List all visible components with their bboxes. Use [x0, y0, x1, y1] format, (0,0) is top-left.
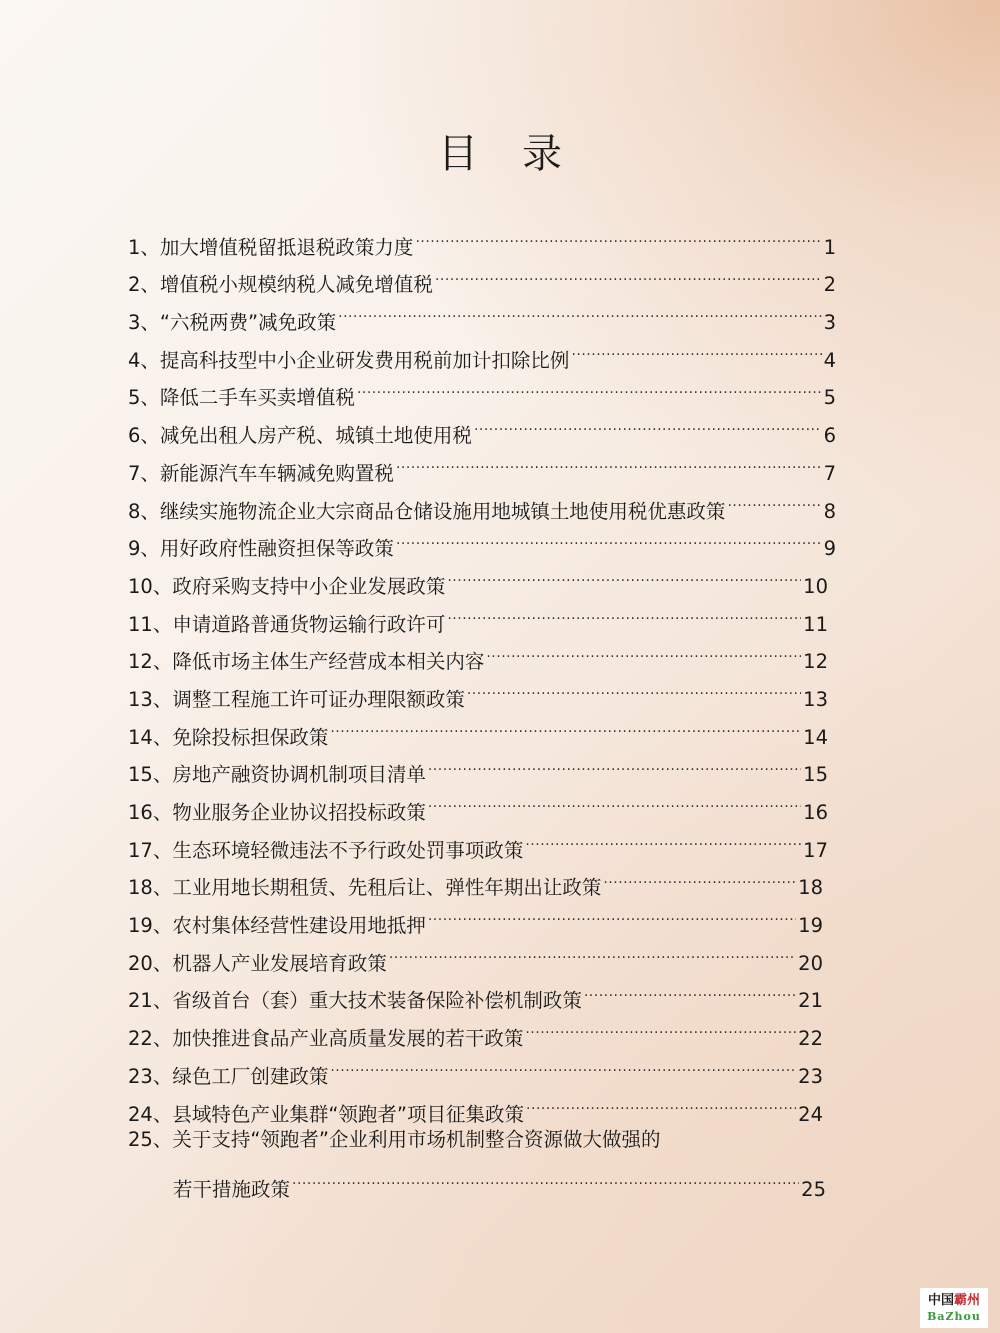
table-of-contents	[128, 216, 836, 1201]
toc-entry-title: 降低市场主体生产经营成本相关内容	[172, 650, 485, 674]
toc-entry-number: 4、	[128, 348, 160, 372]
toc-entry-page-number: 14	[803, 725, 828, 749]
toc-dot-leader	[486, 631, 801, 669]
toc-entry-number: 25、	[128, 1127, 173, 1151]
toc-entry-number: 12、	[128, 650, 173, 674]
toc-entry-number: 22、	[128, 1027, 173, 1051]
toc-entry-number: 9、	[128, 537, 160, 561]
toc-entry-title: 降低二手车买卖增值税	[159, 386, 355, 410]
toc-entry-number: 21、	[128, 989, 173, 1013]
toc-entry-page-number: 12	[803, 650, 828, 674]
toc-entry-title: 免除投标担保政策	[172, 725, 329, 749]
logo-text-cn-1: 中国	[927, 1293, 954, 1308]
toc-entry-title: 新能源汽车车辆减免购置税	[159, 461, 394, 485]
bazhou-logo	[920, 1288, 988, 1328]
toc-entry-title: 县域特色产业集群“领跑者”项目征集政策	[172, 1102, 525, 1126]
toc-entry-page-number: 1	[823, 235, 836, 259]
toc-dot-leader	[526, 1083, 796, 1121]
toc-entry-page-number: 24	[798, 1102, 823, 1126]
toc-entry-number: 7、	[128, 461, 160, 485]
toc-dot-leader	[389, 932, 796, 970]
toc-entry-title: 调整工程施工许可证办理限额政策	[172, 687, 465, 711]
toc-entry-title: 减免出租人房产税、城镇土地使用税	[159, 424, 472, 448]
toc-entry-title: 政府采购支持中小企业发展政策	[172, 574, 446, 598]
toc-entry-number: 2、	[128, 273, 160, 297]
page-title	[0, 128, 1000, 180]
toc-entry-page-number: 18	[798, 876, 823, 900]
toc-entry-title: “六税两费”减免政策	[159, 311, 337, 335]
toc-dot-leader	[338, 291, 821, 329]
toc-entry-title: 加快推进食品产业高质量发展的若干政策	[172, 1027, 524, 1051]
toc-entry-page-number: 11	[803, 612, 828, 636]
toc-entry-number: 3、	[128, 311, 160, 335]
toc-entry-page-number: 6	[823, 424, 836, 448]
toc-entry-page-number: 4	[823, 348, 836, 372]
toc-dot-leader	[428, 744, 801, 782]
toc-entry-number: 23、	[128, 1064, 173, 1088]
toc-entry-page-number: 19	[798, 914, 823, 938]
toc-entry-title: 生态环境轻微违法不予行政处罚事项政策	[172, 838, 524, 862]
toc-entry-page-number: 25	[801, 1177, 826, 1201]
toc-entry-number: 20、	[128, 951, 173, 975]
toc-dot-leader	[330, 706, 801, 744]
toc-entry-number: 16、	[128, 801, 173, 824]
toc-entry-number: 10、	[128, 574, 173, 598]
toc-dot-leader	[415, 216, 821, 254]
logo-text-cn-2: 霸州	[954, 1293, 981, 1308]
toc-dot-leader	[330, 1045, 796, 1083]
toc-dot-leader	[447, 555, 801, 593]
toc-entry-title: 继续实施物流企业大宗商品仓储设施用地城镇土地使用税优惠政策	[159, 499, 726, 523]
toc-entry-title: 农村集体经营性建设用地抵押	[172, 914, 426, 938]
toc-dot-leader	[584, 970, 796, 1008]
toc-entry-title: 房地产融资协调机制项目清单	[172, 763, 426, 787]
toc-entry-number: 6、	[128, 424, 160, 448]
toc-entry-number: 13、	[128, 687, 173, 711]
toc-entry-title: 省级首台（套）重大技术装备保险补偿机制政策	[172, 989, 582, 1013]
toc-entry-page-number: 20	[798, 951, 823, 975]
toc-dot-leader	[357, 367, 822, 405]
logo-text-en: BaZhou	[927, 1310, 981, 1323]
toc-entry-title: 增值税小规模纳税人减免增值税	[159, 273, 433, 297]
toc-entry-number: 17、	[128, 838, 173, 862]
toc-dot-leader	[396, 442, 822, 480]
toc-dot-leader	[447, 593, 801, 631]
toc-entry-number: 1、	[128, 235, 160, 259]
toc-entry-page-number: 16	[803, 801, 828, 824]
toc-dot-leader	[525, 1007, 796, 1045]
toc-entry-page-number: 13	[803, 687, 828, 711]
toc-entry-title: 绿色工厂创建政策	[172, 1064, 329, 1088]
toc-entry-number: 18、	[128, 876, 173, 900]
toc-entry-page-number: 22	[798, 1027, 823, 1051]
toc-dot-leader	[603, 857, 796, 895]
toc-entry-number: 11、	[128, 612, 173, 636]
toc-entry-number: 19、	[128, 914, 173, 938]
toc-entry-page-number: 8	[823, 499, 836, 523]
toc-entry-page-number: 21	[798, 989, 823, 1013]
toc-entry-title: 用好政府性融资担保等政策	[159, 537, 394, 561]
toc-entry-title: 物业服务企业协议招投标政策	[172, 801, 426, 824]
toc-entry-number: 15、	[128, 763, 173, 787]
toc-entry-page-number: 9	[823, 537, 836, 561]
toc-entry-number: 14、	[128, 725, 173, 749]
toc-dot-leader	[727, 480, 821, 518]
toc-entry[interactable]	[128, 1121, 836, 1159]
toc-entry-page-number: 2	[823, 273, 836, 297]
toc-entry-number: 8、	[128, 499, 160, 523]
toc-entry-page-number: 17	[803, 838, 828, 862]
toc-entry-title: 提高科技型中小企业研发费用税前加计扣除比例	[159, 348, 570, 372]
toc-entry[interactable]	[128, 216, 836, 259]
toc-entry-page-number: 15	[803, 763, 828, 787]
toc-dot-leader	[428, 894, 796, 932]
toc-dot-leader	[428, 781, 801, 819]
toc-dot-leader	[292, 1158, 799, 1196]
toc-entry-continuation[interactable]	[128, 1158, 826, 1201]
page-title-char-2: 录	[522, 131, 606, 177]
toc-entry-number: 24、	[128, 1102, 173, 1126]
toc-dot-leader	[571, 329, 821, 367]
toc-dot-leader	[396, 518, 822, 556]
toc-entry-title-line2: 若干措施政策	[173, 1177, 291, 1201]
toc-entry-page-number: 3	[823, 311, 836, 335]
toc-entry-page-number: 7	[823, 461, 836, 485]
toc-dot-leader	[525, 819, 801, 857]
toc-dot-leader	[474, 404, 822, 442]
toc-entry-title: 加大增值税留抵退税政策力度	[159, 235, 414, 259]
toc-entry-number: 5、	[128, 386, 160, 410]
toc-dot-leader	[435, 254, 822, 292]
toc-entry-title: 工业用地长期租赁、先租后让、弹性年期出让政策	[172, 876, 602, 900]
page-title-char-1: 目	[438, 131, 522, 177]
toc-entry-title: 机器人产业发展培育政策	[172, 951, 387, 975]
toc-entry-page-number: 23	[798, 1064, 823, 1088]
toc-entry-title: 申请道路普通货物运输行政许可	[172, 612, 446, 636]
toc-entry-title: 关于支持“领跑者”企业利用市场机制整合资源做大做强的	[172, 1127, 661, 1151]
toc-entry-page-number: 5	[823, 386, 836, 410]
toc-dot-leader	[467, 668, 801, 706]
toc-entry-page-number: 10	[803, 574, 828, 598]
